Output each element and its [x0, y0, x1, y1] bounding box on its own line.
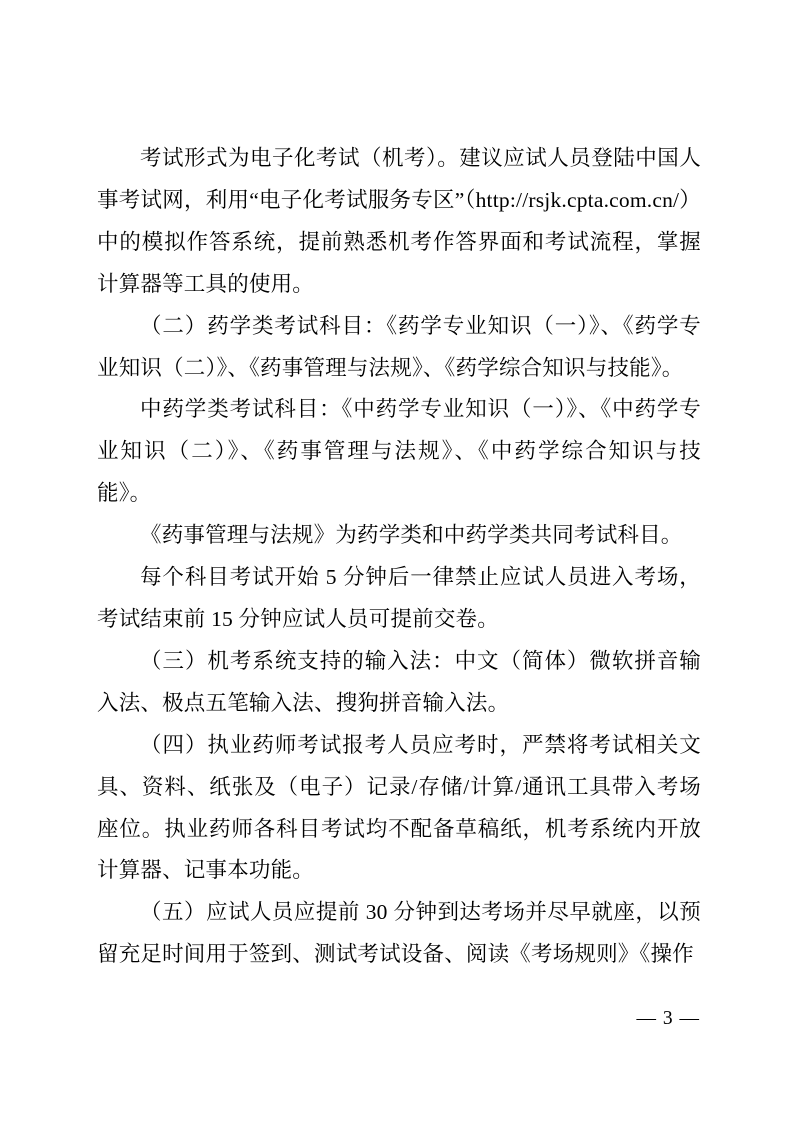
- paragraph-tcm-pharmacy-subjects: 中药学类考试科目：《中药学专业知识（一）》、《中药学专业知识（二）》、《药事管理与法规》、《中药学综合知识与技能》。: [97, 397, 701, 506]
- paragraph-common-subject: 《药事管理与法规》为药学类和中药学类共同考试科目。: [140, 523, 683, 548]
- paragraph-arrival-time: （五）应试人员应提前 30 分钟到达考场并尽早就座，以预留充足时间用于签到、测试考试设备、阅读《考场规则》《操作: [97, 900, 701, 967]
- paragraph-entry-exit-rules: 每个科目考试开始 5 分钟后一律禁止应试人员进入考场，考试结束前 15 分钟应试人员可提前交卷。: [97, 565, 701, 631]
- document-body: [97, 138, 701, 976]
- paragraph-input-methods: （三）机考系统支持的输入法：中文（简体）微软拼音输入法、极点五笔输入法、搜狗拼音输入法。: [97, 648, 701, 715]
- paragraph-exam-format: 考试形式为电子化考试（机考）。建议应试人员登陆中国人事考试网，利用“电子化考试服务专区”（http://rsjk.cpta.com.cn/）中的模拟作答系统，提前熟悉机考作答界面和考试流程，掌握计算器等工具的使用。: [97, 146, 701, 296]
- paragraph-pharmacy-subjects: （二）药学类考试科目：《药学专业知识（一）》、《药学专业知识（二）》、《药事管理与法规》、《药学综合知识与技能》。: [97, 313, 701, 380]
- page-number: — 3 —: [636, 1008, 700, 1029]
- paragraph-prohibited-items: （四）执业药师考试报考人员应考时，严禁将考试相关文具、资料、纸张及（电子）记录/存储/计算/通讯工具带入考场座位。执业药师各科目考试均不配备草稿纸，机考系统内开放计算器、记事本功能。: [97, 732, 701, 883]
